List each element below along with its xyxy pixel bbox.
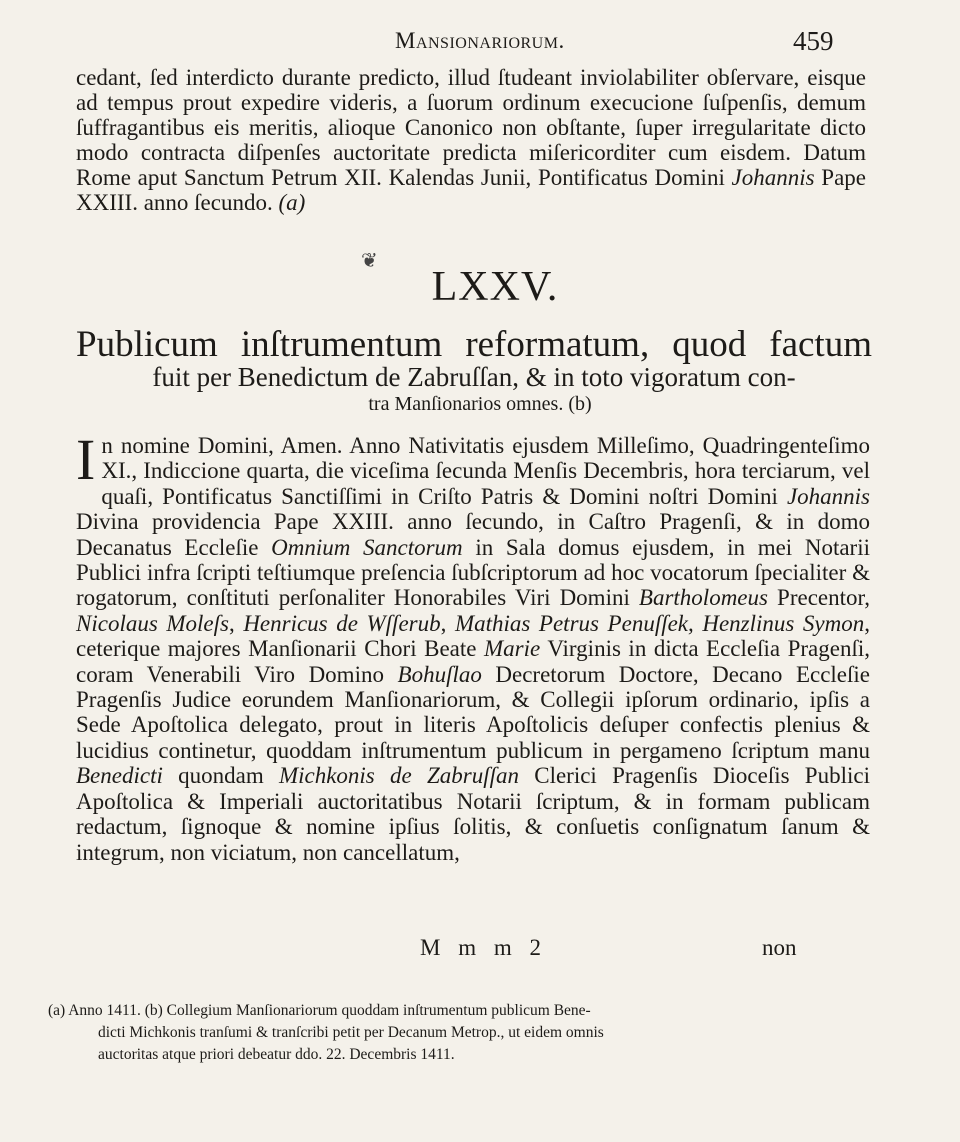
footnote-line: (a) Anno 1411. (b) Collegium Manſionariorum quoddam inſtrumentum publicum Bene-: [48, 1002, 591, 1019]
document-text: [76, 427, 871, 865]
continuation-text: cedant, ſed interdicto durante predicto, illud ſtudeant inviolabiliter obſervare, eisque ad tempus prout expedire videris, a ſuorum ordinum execucione ſuſpenſis, demum ſuffragantibus eis meritis, alioque Canonico non obſtante, ſuper irregularitate dicto modo contracta diſpenſes auctoritate predicta miſericorditer cum eisdem. Datum Rome aput Sanctum Petrum XII. Kalendas Junii, Pontificatus Domini: [76, 65, 866, 190]
section-title: Publicum inſtrumentum reformatum, quod factum: [76, 324, 872, 365]
running-head: Mansionariorum.: [395, 28, 565, 53]
text-run: , ceterique majores Manſionarii Chori Beate: [76, 610, 870, 662]
section-number: LXXV.: [431, 264, 559, 310]
section-subtitle: fuit per Benedictum de Zabruſſan, & in toto vigoratum con-: [152, 362, 796, 392]
fleuron-icon: ❦: [361, 250, 378, 272]
italic-name: Omnium Sanctorum: [271, 534, 463, 560]
section-subtitle-end: tra Manſionarios omnes. (b): [368, 393, 592, 415]
italic-name: Michkonis de Zabruſſan: [278, 763, 519, 789]
text-run: Divina providencia Pape XXIII. anno ſecundo, in Caſtro Pragenſi, & in domo Decanatus Eccleſie: [76, 509, 870, 560]
text-run: ,: [440, 610, 455, 636]
italic-name: Bohuſlao: [397, 661, 482, 687]
text-run: in Sala domus ejusdem, in mei Notarii Publici infra ſcripti teſtiumque preſencia ſubſcriptorum ad hoc vocatorum ſpecialiter & rogatorum, conſtituti perſonaliter Honorabiles Viri Domini: [76, 534, 870, 611]
footnote-ref-a: (a): [278, 190, 306, 215]
italic-name: Johannis: [786, 483, 870, 509]
drop-cap: I: [76, 427, 96, 492]
text-run: quondam: [162, 763, 279, 789]
text-run: Virginis in dicta Eccleſia Pragenſi, coram Venerabili Viro Domino: [76, 636, 871, 687]
pope-name: Johannis: [731, 165, 815, 190]
text-run: Decretorum Doctore, Decano Eccleſie Pragenſis Judice eorundem Manſionariorum, & Collegii ipſorum ordinario, ipſis a Sede Apoſtolica delegato, prout in literis Apoſtolicis deſuper confectis plenius & lucidius continetur, quoddam inſtrumentum publicum in pergameno ſcriptum manu: [76, 661, 870, 763]
text-run: n nomine Domini, Amen. Anno Nativitatis ejusdem Milleſimo, Quadringenteſimo XI., Indiccione quarta, die viceſima ſecunda Menſis Decembris, hora terciarum, vel quaſi, Pontificatus Sanctiſſimi in Criſto Patris & Domini noſtri Domini: [101, 433, 870, 509]
italic-name: Bartholomeus: [638, 585, 768, 611]
footnote-line: dicti Michkonis tranſumi & tranſcribi petit per Decanum Metrop., ut eidem omnis: [98, 1024, 604, 1041]
italic-name: Benedicti: [76, 763, 163, 789]
italic-name: Henricus de Wſſerub: [243, 610, 441, 636]
footnotes: [48, 1000, 870, 1066]
italic-name: Mathias Petrus Penuſſek, Henzlinus Symon: [454, 610, 865, 636]
italic-name: Marie: [484, 636, 541, 662]
catchword: non: [762, 935, 797, 960]
text-run: Clerici Pragenſis Dioceſis Publici Apoſtolica & Imperiali auctoritatibus Notarii ſcriptum, & in formam publicam redactum, ſignoque & nomine ipſius ſolitis, & conſuetis conſignatum ſanum & integrum, non viciatum, non cancellatum,: [76, 763, 870, 865]
page-number: 459: [793, 26, 834, 56]
italic-name: Nicolaus Moleſs: [76, 610, 229, 636]
continuation-text-end: Pape XXIII. anno ſecundo.: [76, 165, 866, 215]
signature-mark: M m m 2: [420, 935, 547, 960]
document-body: [76, 427, 871, 865]
text-run: ,: [228, 610, 244, 636]
continuation-paragraph: [76, 65, 866, 215]
footnote-line: auctoritas atque priori debeatur ddo. 22. Decembris 1411.: [98, 1046, 455, 1063]
text-run: Precentor,: [767, 585, 870, 611]
